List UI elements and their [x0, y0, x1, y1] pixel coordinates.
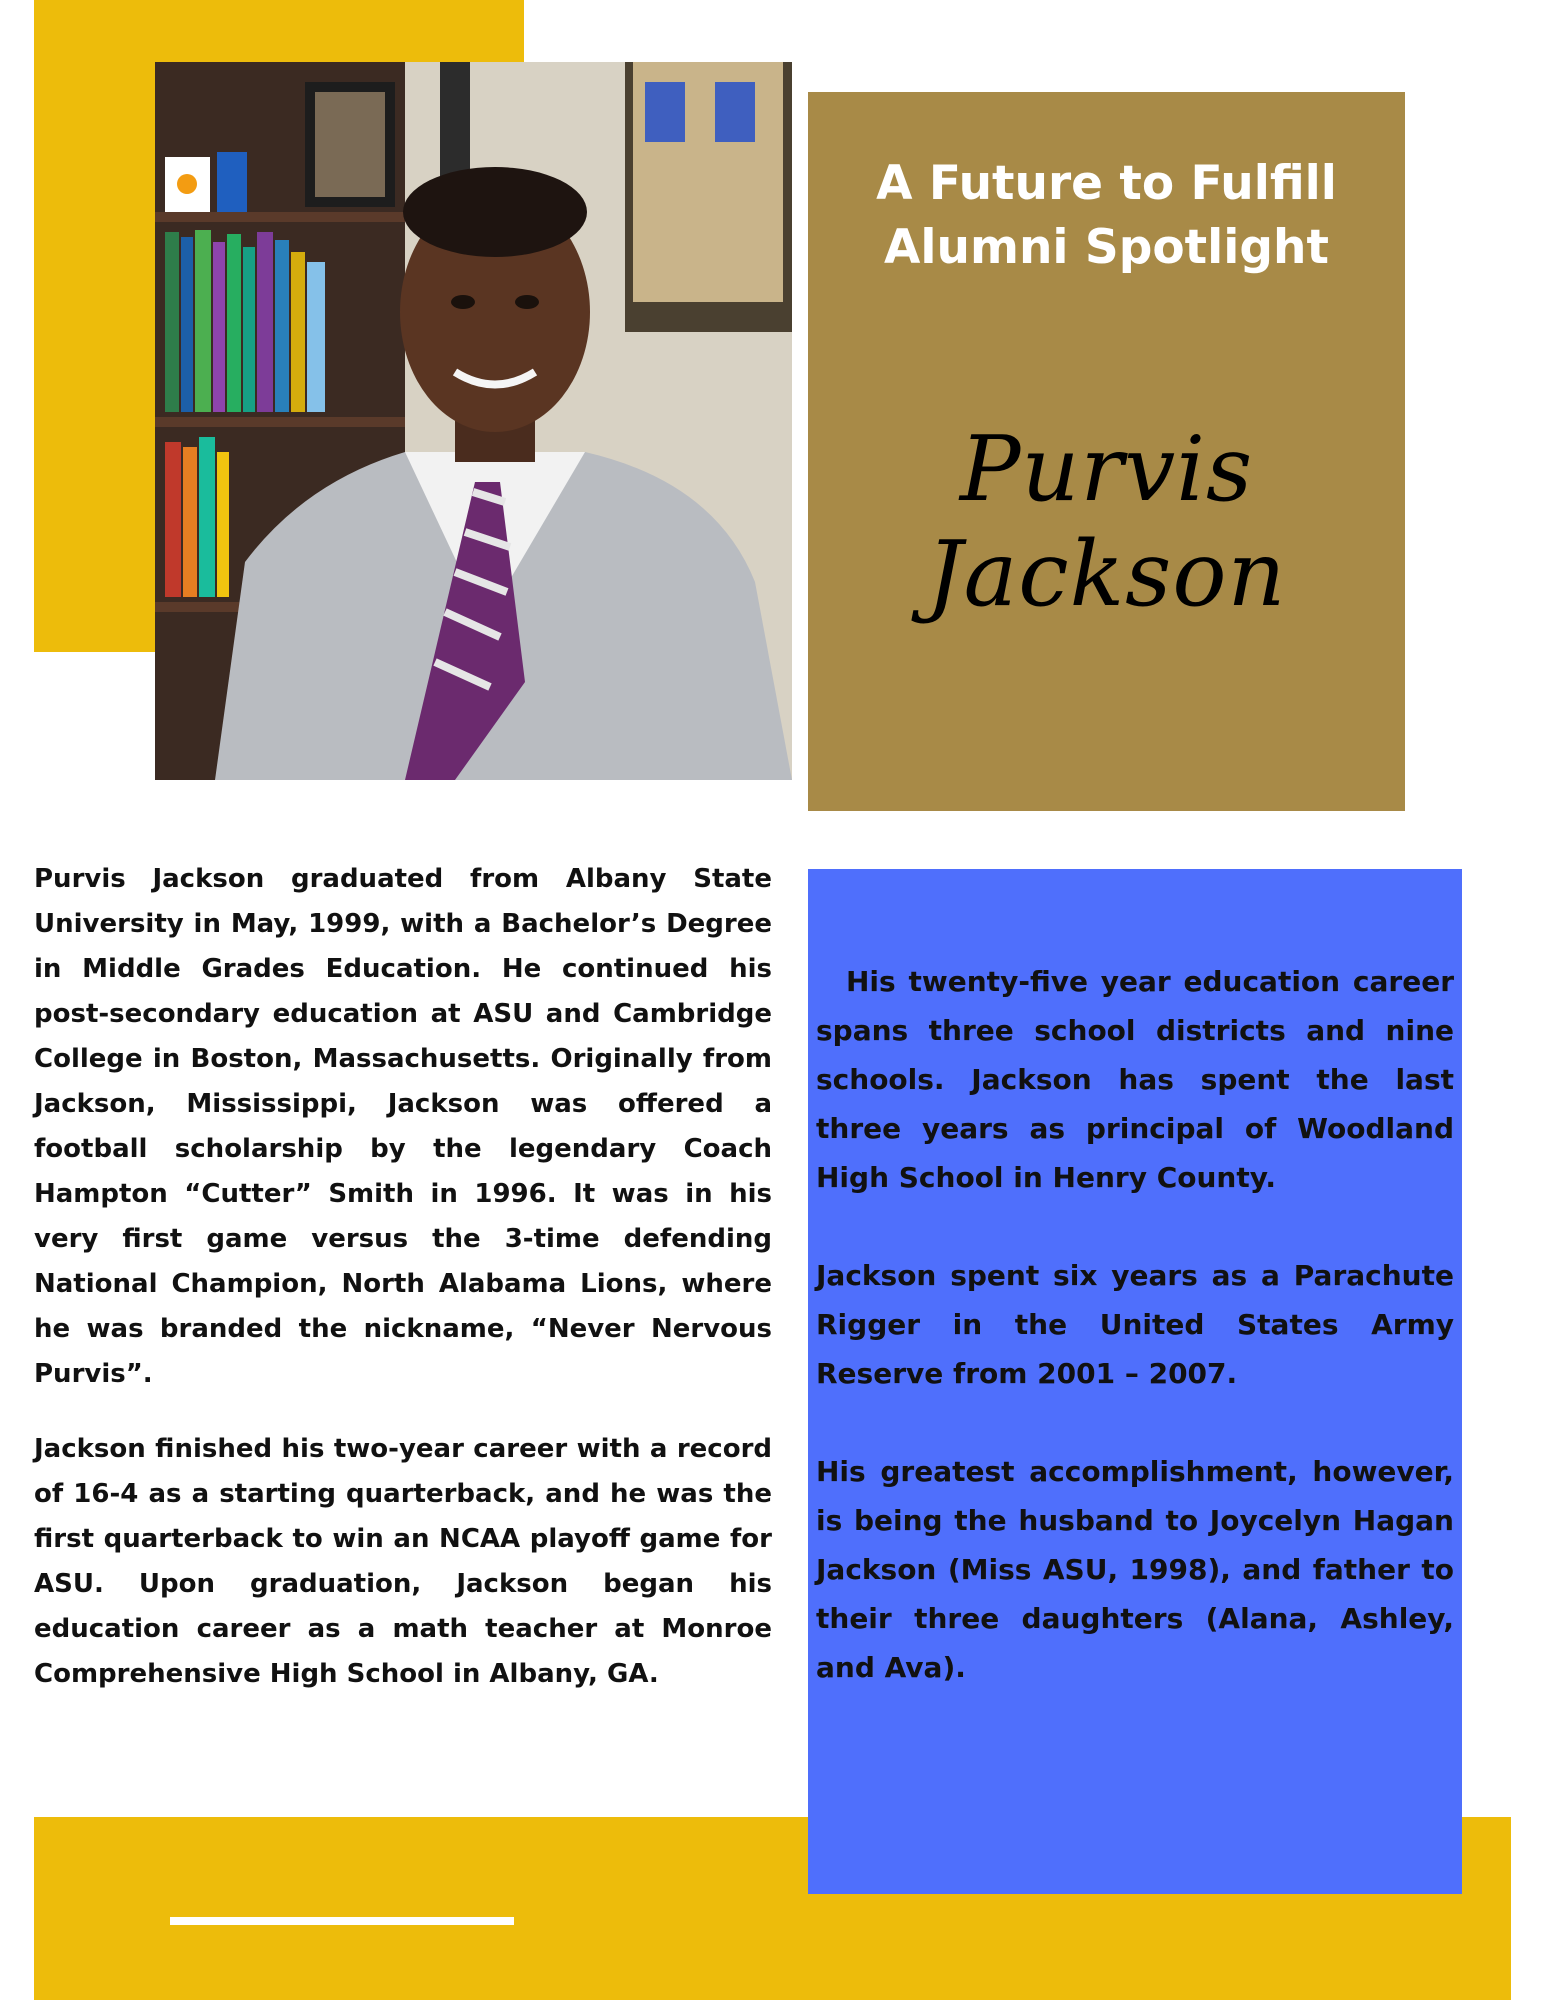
- portrait-photo-icon: [155, 62, 792, 780]
- left-column-text: [34, 857, 772, 1727]
- decorative-divider: [170, 1917, 514, 1925]
- title-line-1: A Future to Fulfill: [876, 156, 1337, 211]
- left-paragraph-1: Purvis Jackson graduated from Albany State University in May, 1999, with a Bachelor’s Degree in Middle Grades Education. He continued his post-secondary education at ASU and Cambridge College in Boston, Massachusetts. Originally from Jackson, Mississippi, Jackson was offered a football scholarship by the legendary Coach Hampton “Cutter” Smith in 1996. It was in his very first game versus the 3-time defending National Champion, North Alabama Lions, where he was branded the nickname, “Never Nervous Purvis”.: [34, 864, 772, 1389]
- right-paragraph-1: His twenty-five year education career spans three school districts and nine schools. Jackson has spent the last three years as principal of Woodland High School in Henry County.: [816, 965, 1454, 1194]
- title-line-2: Alumni Spotlight: [884, 220, 1329, 275]
- portrait-photo: [155, 62, 792, 780]
- title-panel: [808, 92, 1405, 811]
- right-paragraph-3: His greatest accomplishment, however, is being the husband to Joycelyn Hagan Jackson (Miss ASU, 1998), and father to their three daughters (Alana, Ashley, and Ava).: [816, 1455, 1454, 1684]
- blue-text-panel: [808, 869, 1462, 1894]
- signature-name: Purvis Jackson: [926, 417, 1287, 627]
- left-paragraph-2: Jackson finished his two-year career with a record of 16-4 as a starting quarterback, and he was the first quarterback to win an NCAA playoff game for ASU. Upon graduation, Jackson began his education career as a math teacher at Monroe Comprehensive High School in Albany, GA.: [34, 1434, 772, 1689]
- right-paragraph-2: Jackson spent six years as a Parachute Rigger in the United States Army Reserve from 2001 – 2007.: [816, 1259, 1454, 1390]
- right-column-text: [816, 957, 1454, 1741]
- page-title: [808, 152, 1405, 280]
